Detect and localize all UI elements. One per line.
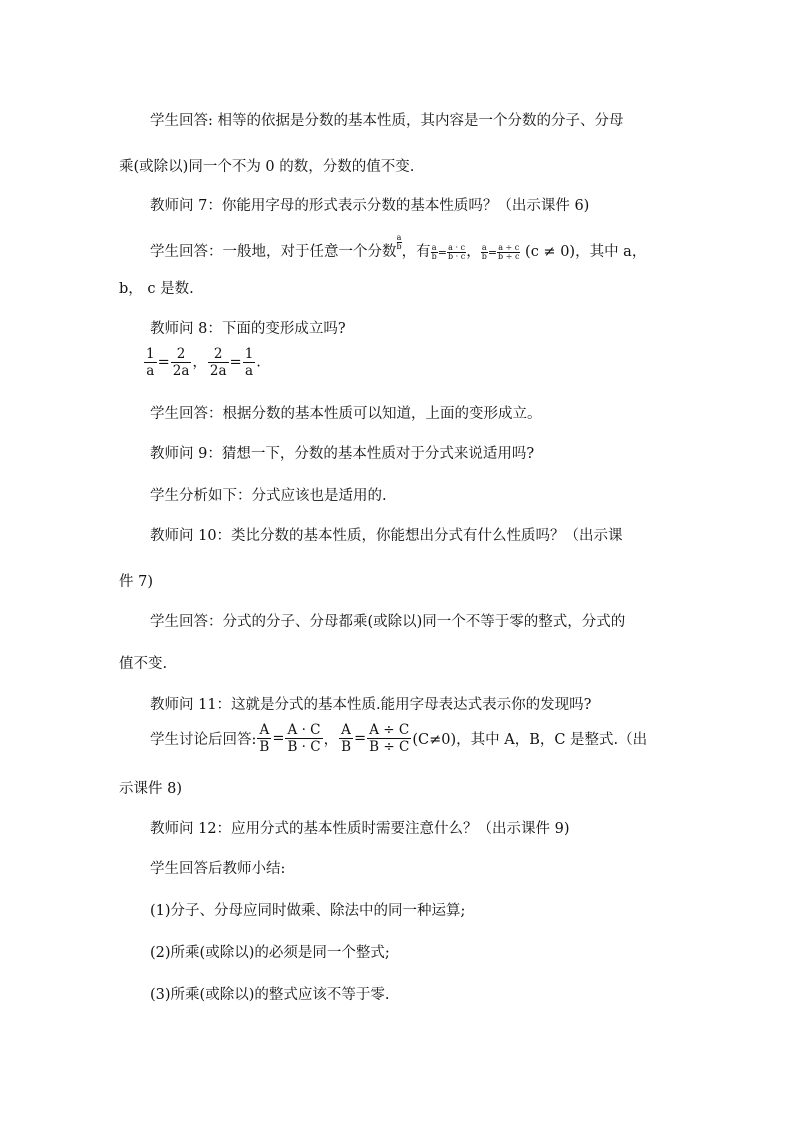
summary-item-1: (1)分子、分母应同时做乘、除法中的同一种运算; (150, 903, 466, 919)
numerator: 2 (171, 347, 192, 363)
numerator: 2 (208, 347, 229, 363)
denominator: B (341, 739, 352, 756)
student-answer-line: 学生回答：根据分数的基本性质可以知道，上面的变形成立。 (150, 406, 542, 422)
student-answer-line (150, 234, 646, 261)
teacher-question-7: 教师问 7：你能用字母的形式表示分数的基本性质吗？（出示课件 6) (150, 198, 590, 214)
text-span: ，有 (401, 244, 431, 260)
student-discussion-line (150, 723, 647, 754)
numerator: a ÷ c (498, 242, 520, 252)
denominator: B (259, 739, 270, 756)
denominator: b (481, 251, 487, 261)
numerator: 1 (146, 346, 155, 362)
numerator: a (481, 242, 487, 252)
numerator: a · c (448, 242, 466, 252)
paragraph-line: 值不变. (119, 656, 168, 672)
equals-sign: = (487, 246, 498, 259)
denominator: b ÷ c (498, 251, 520, 261)
equals-sign: = (354, 730, 367, 747)
fraction (171, 347, 192, 378)
paragraph-line: 示课件 8) (119, 781, 182, 797)
paragraph-line: 件 7) (119, 574, 153, 590)
denominator: b (396, 242, 402, 251)
fraction (285, 723, 322, 754)
equals-sign: = (157, 354, 170, 371)
numerator: a (396, 233, 402, 242)
teacher-question-8: 教师问 8：下面的变形成立吗? (150, 321, 346, 337)
equals-sign: = (272, 730, 285, 747)
paragraph-line: 乘(或除以)同一个不为 0 的数，分数的值不变. (119, 159, 415, 175)
fraction (447, 244, 466, 261)
text-span: (c ≠ 0)，其中 a， (520, 244, 647, 260)
fraction (208, 347, 229, 378)
equals-sign: = (229, 354, 242, 371)
summary-item-3: (3)所乘(或除以)的整式应该不等于零. (150, 987, 390, 1003)
summary-heading: 学生回答后教师小结: (150, 861, 286, 877)
fraction (144, 347, 157, 378)
text-span: (C≠0)，其中 A，B，C 是整式.（出 (412, 732, 648, 749)
text-span: ， (466, 244, 481, 260)
teacher-question-10: 教师问 10：类比分数的基本性质，你能想出分式有什么性质吗？（出示课 (150, 528, 623, 544)
period: . (256, 354, 261, 371)
text-span: 学生回答：一般地，对于任意一个分数 (150, 244, 397, 260)
student-answer-line: 学生回答：分式的分子、分母都乘(或除以)同一个不等于零的整式，分式的 (150, 614, 626, 630)
separator: ， (192, 354, 207, 371)
denominator: B ÷ C (369, 739, 410, 756)
math-expression (143, 347, 261, 378)
numerator: A · C (285, 723, 322, 739)
summary-item-2: (2)所乘(或除以)的必须是同一个整式; (150, 945, 390, 961)
teacher-question-9: 教师问 9：猜想一下，分数的基本性质对于分式来说适用吗? (150, 446, 535, 462)
fraction (431, 244, 438, 261)
separator: ， (323, 732, 339, 749)
fraction (367, 723, 411, 754)
fraction (243, 347, 256, 378)
fraction (497, 244, 520, 261)
denominator: b (431, 251, 437, 261)
numerator: A (339, 723, 353, 739)
denominator: b · c (447, 251, 466, 261)
paragraph-line: b， c 是数. (119, 281, 194, 297)
denominator: a (244, 363, 254, 380)
equals-sign: = (437, 246, 447, 259)
student-analysis-line: 学生分析如下：分式应该也是适用的. (150, 488, 387, 504)
fraction (481, 244, 488, 261)
paragraph-line: 学生回答: 相等的依据是分数的基本性质，其内容是一个分数的分子、分母 (150, 113, 624, 129)
denominator: 2a (172, 363, 190, 380)
fraction (257, 723, 271, 754)
denominator: a (146, 363, 155, 380)
numerator: a (431, 242, 437, 252)
denominator: B · C (287, 739, 321, 756)
teacher-question-12: 教师问 12：应用分式的基本性质时需要注意什么？（出示课件 9) (150, 821, 570, 837)
numerator: A (257, 723, 271, 739)
denominator: 2a (209, 363, 227, 380)
numerator: A ÷ C (367, 723, 411, 739)
fraction (339, 723, 353, 754)
numerator: 1 (244, 346, 254, 362)
teacher-question-11: 教师问 11：这就是分式的基本性质.能用字母表达式表示你的发现吗? (150, 697, 592, 713)
text-span: 学生讨论后回答: (150, 732, 257, 749)
